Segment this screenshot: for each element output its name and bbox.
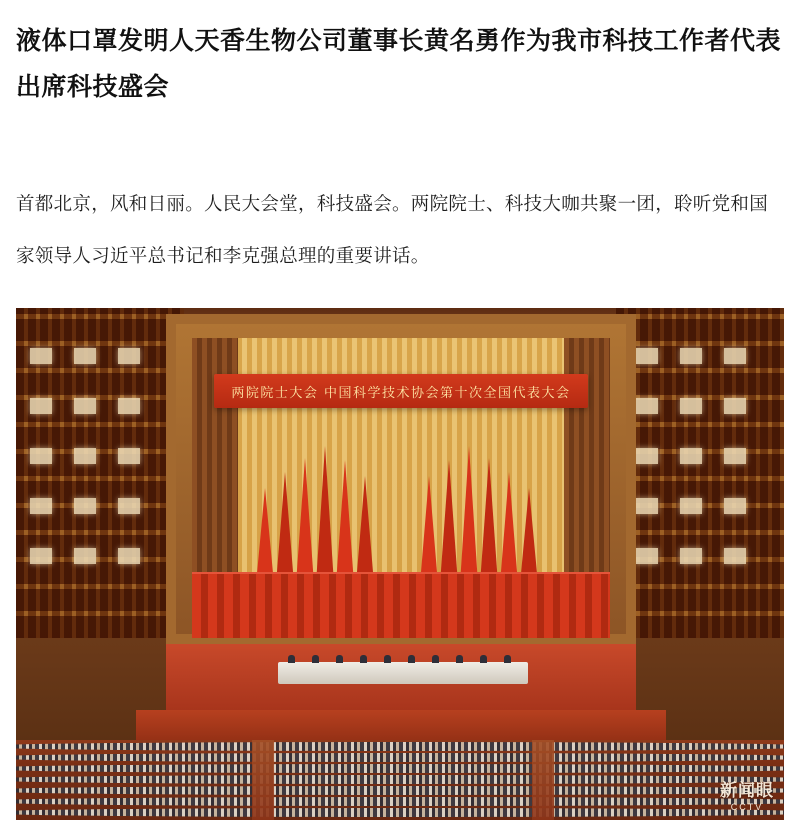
audience-seating — [16, 740, 784, 820]
article-paragraph: 首都北京，风和日丽。人民大会堂，科技盛会。两院院士、科技大咖共聚一团，聆听党和国家领导人习近平总书记和李克强总理的重要讲话。 — [16, 193, 769, 266]
watermark-sub-text: CCTV — [730, 802, 764, 812]
red-curtain — [192, 572, 610, 638]
stage-floor — [166, 644, 636, 710]
red-flags-group — [250, 434, 552, 584]
broadcaster-watermark — [720, 776, 774, 812]
page-title: 液体口罩发明人天香生物公司董事长黄名勇作为我市科技工作者代表出席科技盛会 — [16, 27, 782, 101]
stage-backdrop — [192, 338, 610, 638]
watermark-main-text: 新闻眼 — [720, 781, 774, 801]
article-body — [0, 178, 800, 282]
stage-banner-text: 两院院士大会 中国科学技术协会第十次全国代表大会 — [231, 385, 571, 401]
stage-banner — [214, 374, 588, 408]
wall-panel-left — [16, 308, 184, 638]
auditorium-illustration — [16, 308, 784, 820]
head-table — [278, 662, 528, 684]
article-image — [16, 308, 784, 820]
wall-panel-right — [616, 308, 784, 638]
